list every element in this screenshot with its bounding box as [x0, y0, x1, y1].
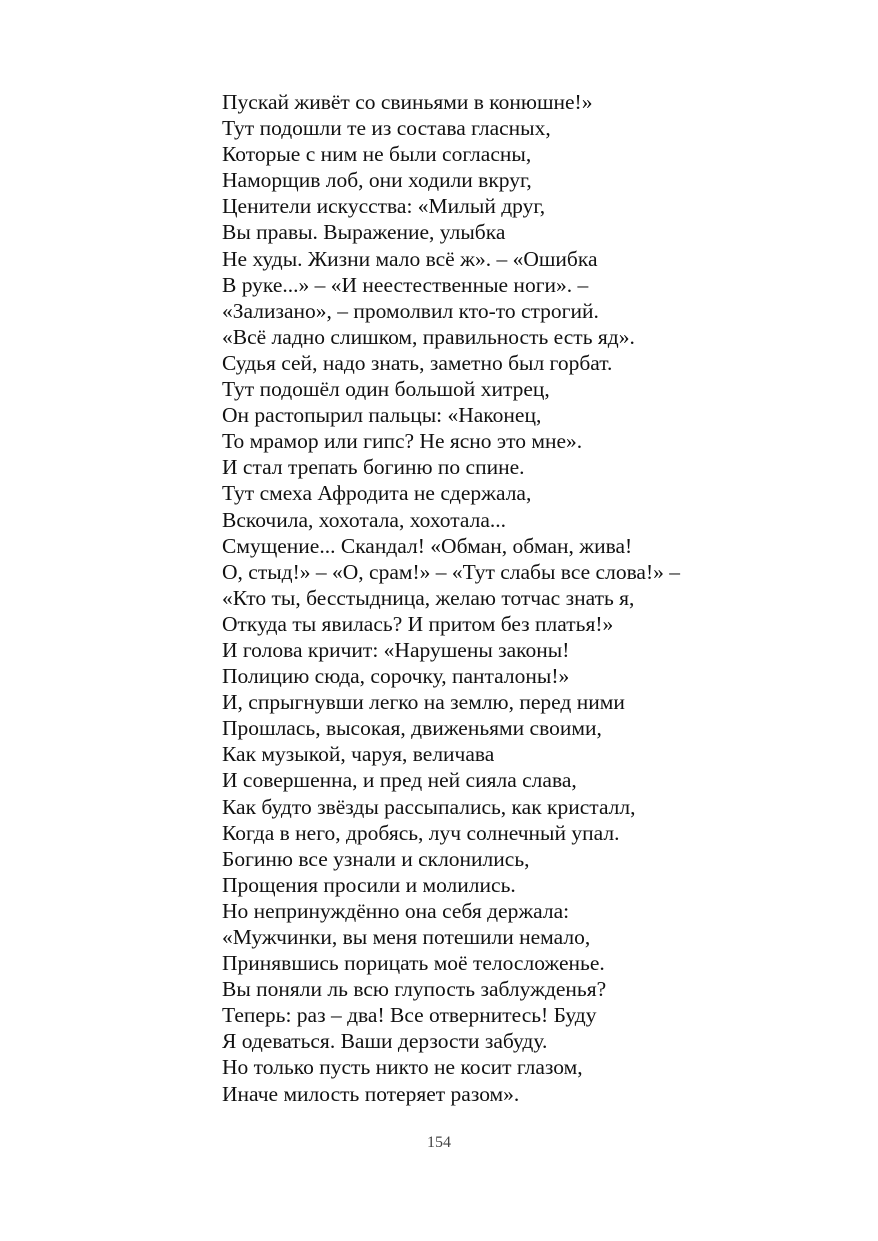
poem-line: Принявшись порицать моё телосложенье. — [222, 951, 605, 976]
poem-line: И голова кричит: «Нарушены законы! — [222, 637, 570, 662]
poem-line: Вы правы. Выражение, улыбка — [222, 220, 506, 245]
poem-line: Судья сей, надо знать, заметно был горбат. — [222, 350, 613, 375]
poem-line: Прошлась, высокая, движеньями своими, — [222, 716, 602, 741]
poem-line: Откуда ты явилась? И притом без платья!» — [222, 611, 614, 636]
poem-line: Смущение... Скандал! «Обман, обман, жива! — [222, 533, 633, 558]
poem-line: Которые с ним не были согласны, — [222, 142, 532, 167]
poem-line: Прощения просили и молились. — [222, 872, 516, 897]
poem-line: О, стыд!» – «О, срам!» – «Тут слабы все слова!» – — [222, 559, 681, 584]
poem-line: И совершенна, и пред ней сияла слава, — [222, 768, 577, 793]
poem-line: Полицию сюда, сорочку, панталоны!» — [222, 664, 570, 689]
poem-text — [222, 89, 680, 1107]
poem-line: Тут подошли те из состава гласных, — [222, 116, 551, 141]
poem-line: «Мужчинки, вы меня потешили немало, — [222, 925, 591, 949]
poem-line: Теперь: раз – два! Все отвернитесь! Буду — [222, 1003, 597, 1028]
poem-line: Иначе милость потеряет разом». — [222, 1081, 520, 1106]
poem-line: «Кто ты, бесстыдница, желаю тотчас знать я, — [222, 585, 635, 610]
poem-line: И, спрыгнувши легко на землю, перед ними — [222, 690, 625, 715]
poem-line: Он растопырил пальцы: «Наконец, — [222, 403, 542, 428]
poem-line: Как музыкой, чаруя, величава — [222, 742, 495, 767]
poem-line: Как будто звёзды рассыпались, как кристалл, — [222, 794, 636, 819]
poem-line: Тут смеха Афродита не сдержала, — [222, 481, 532, 506]
poem-line: Не худы. Жизни мало всё ж». – «Ошибка — [222, 246, 598, 271]
poem-line: Тут подошёл один большой хитрец, — [222, 377, 550, 402]
poem-line: Ценители искусства: «Милый друг, — [222, 194, 546, 219]
poem-line: Богиню все узнали и склонились, — [222, 846, 530, 871]
poem-line: Когда в него, дробясь, луч солнечный упал. — [222, 820, 620, 845]
poem-line: В руке...» – «И неестественные ноги». – — [222, 272, 589, 297]
poem-line: Но только пусть никто не косит глазом, — [222, 1055, 583, 1080]
poem-line: То мрамор или гипс? Не ясно это мне». — [222, 429, 583, 454]
poem-line: «Всё ладно слишком, правильность есть яд». — [222, 324, 635, 349]
poem-line: Наморщив лоб, они ходили вкруг, — [222, 168, 532, 193]
poem-line: Вскочила, хохотала, хохотала... — [222, 507, 507, 532]
poem-line: И стал трепать богиню по спине. — [222, 455, 525, 480]
poem-line: Но непринуждённо она себя держала: — [222, 898, 570, 923]
poem-line: Вы поняли ль всю глупость заблужденья? — [222, 977, 607, 1002]
poem-line: Пускай живёт со свиньями в конюшне!» — [222, 90, 593, 114]
page-number: 154 — [427, 1134, 451, 1151]
poem-line: Я одеваться. Ваши дерзости забуду. — [222, 1029, 548, 1054]
poem-line: «Зализано», – промолвил кто-то строгий. — [222, 298, 599, 323]
